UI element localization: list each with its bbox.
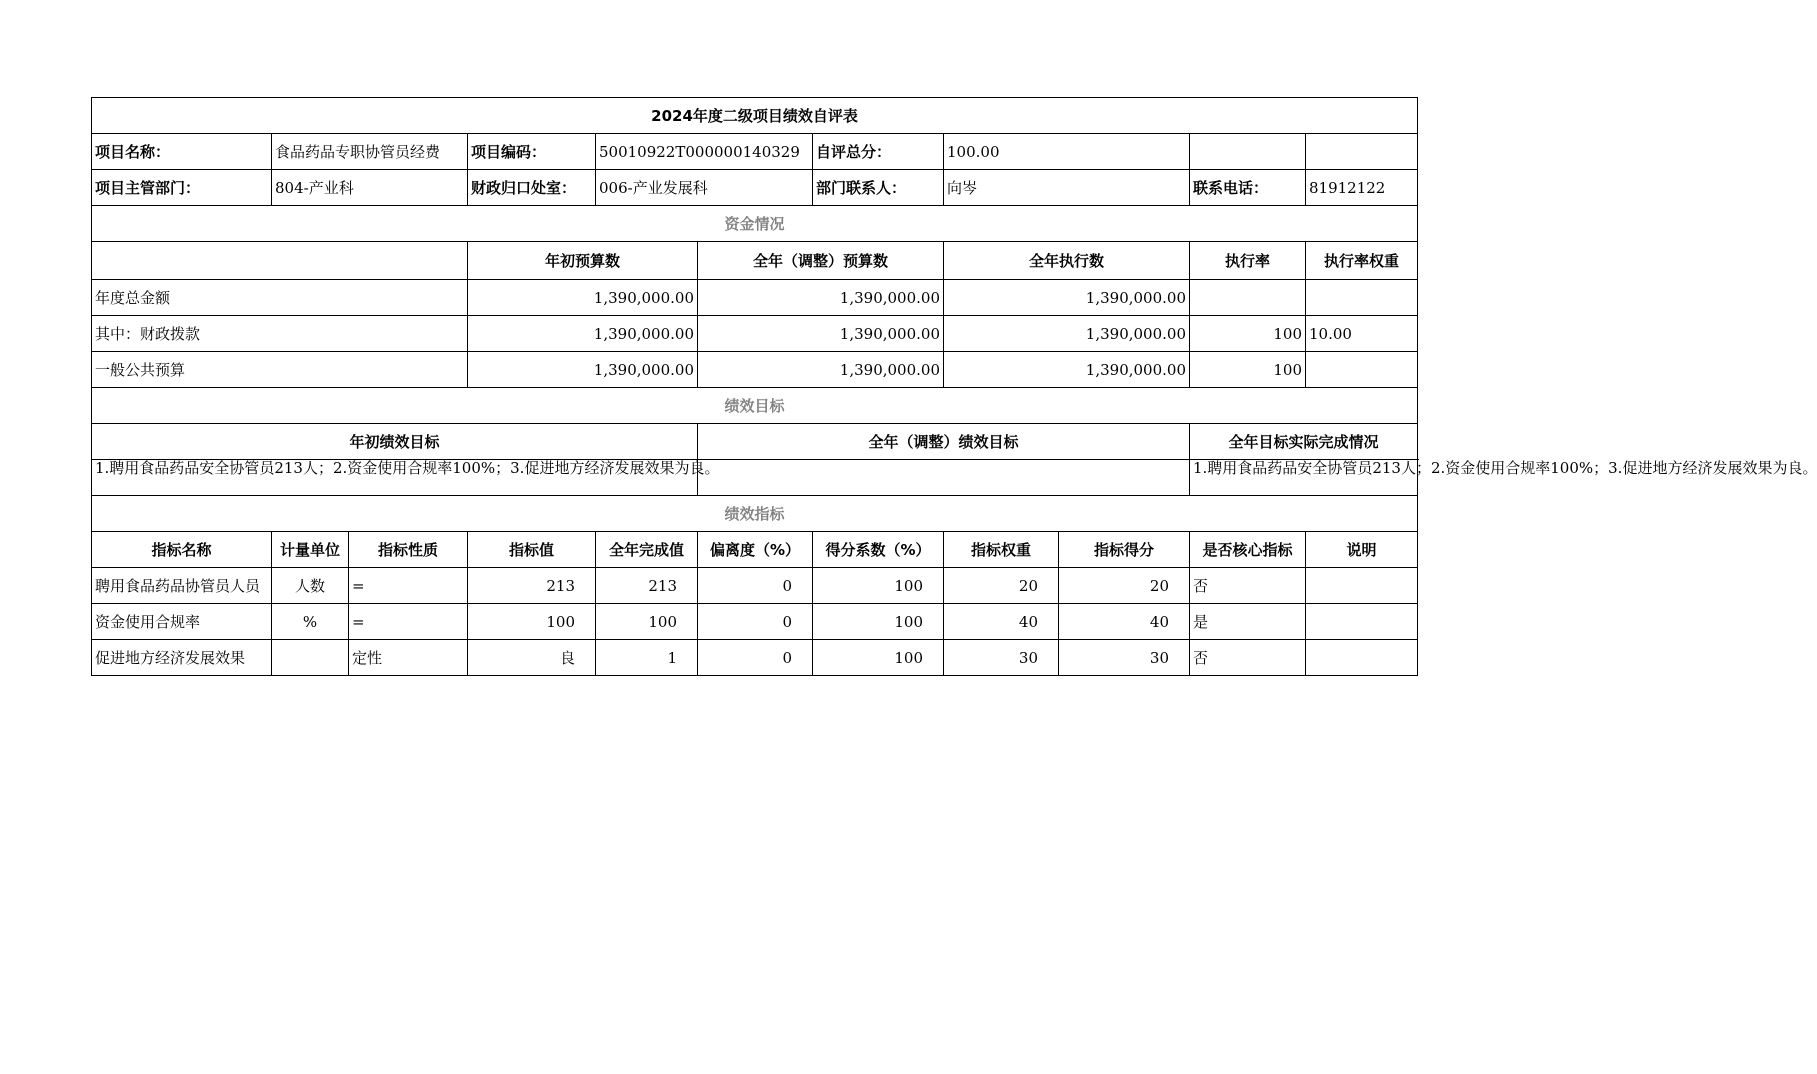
indicator-actual: 100 [596, 604, 698, 640]
funds-header-row [92, 242, 1418, 280]
fund-rate [1190, 280, 1306, 316]
indicator-weight: 30 [944, 640, 1059, 676]
indicator-name: 资金使用合规率 [92, 604, 272, 640]
header-rate-weight: 执行率权重 [1306, 242, 1418, 280]
indicator-core: 否 [1190, 568, 1306, 604]
project-code-value: 50010922T000000140329 [596, 134, 813, 170]
fund-adjusted: 1,390,000.00 [698, 316, 944, 352]
indicator-unit: 人数 [272, 568, 349, 604]
indicator-unit: % [272, 604, 349, 640]
indicator-score: 40 [1059, 604, 1190, 640]
info-row-1 [92, 134, 1418, 170]
indicator-nature: = [349, 568, 468, 604]
header-unit: 计量单位 [272, 532, 349, 568]
indicator-core: 是 [1190, 604, 1306, 640]
initial-goal-text: 1.聘用食品药品安全协管员213人；2.资金使用合规率100%；3.促进地方经济发展效果为良。 [92, 460, 698, 496]
contact-value: 向岑 [944, 170, 1190, 206]
phone-label: 联系电话： [1190, 170, 1306, 206]
project-code-label: 项目编码： [468, 134, 596, 170]
goals-content-row [92, 460, 1418, 496]
phone-value: 81912122 [1306, 170, 1418, 206]
indicator-nature: = [349, 604, 468, 640]
indicator-score: 20 [1059, 568, 1190, 604]
indicator-actual: 1 [596, 640, 698, 676]
fund-executed: 1,390,000.00 [944, 316, 1190, 352]
indicator-deviation: 0 [698, 640, 813, 676]
header-score-coef: 得分系数（%） [813, 532, 944, 568]
fund-executed: 1,390,000.00 [944, 352, 1190, 388]
fund-rate: 100 [1190, 316, 1306, 352]
header-is-core: 是否核心指标 [1190, 532, 1306, 568]
header-executed: 全年执行数 [944, 242, 1190, 280]
fund-name: 一般公共预算 [92, 352, 468, 388]
fund-executed: 1,390,000.00 [944, 280, 1190, 316]
fund-adjusted: 1,390,000.00 [698, 352, 944, 388]
header-deviation: 偏离度（%） [698, 532, 813, 568]
indicator-name: 聘用食品药品协管员人员 [92, 568, 272, 604]
empty-cell [92, 242, 468, 280]
fund-name: 年度总金额 [92, 280, 468, 316]
indicator-coef: 100 [813, 604, 944, 640]
adjusted-goal-text [698, 460, 1190, 496]
indicators-header-row [92, 532, 1418, 568]
indicator-coef: 100 [813, 568, 944, 604]
goals-header-row [92, 424, 1418, 460]
indicator-target: 213 [468, 568, 596, 604]
header-nature: 指标性质 [349, 532, 468, 568]
header-note: 说明 [1306, 532, 1418, 568]
header-initial-budget: 年初预算数 [468, 242, 698, 280]
indicator-weight: 40 [944, 604, 1059, 640]
indicator-target: 良 [468, 640, 596, 676]
actual-completion-text: 1.聘用食品药品安全协管员213人；2.资金使用合规率100%；3.促进地方经济发展效果为良。 [1190, 460, 1418, 496]
project-name-label: 项目名称： [92, 134, 272, 170]
funds-row [92, 352, 1418, 388]
funds-row [92, 316, 1418, 352]
indicator-coef: 100 [813, 640, 944, 676]
dept-label: 项目主管部门： [92, 170, 272, 206]
header-indicator-score: 指标得分 [1059, 532, 1190, 568]
fund-weight [1306, 352, 1418, 388]
info-row-2 [92, 170, 1418, 206]
header-exec-rate: 执行率 [1190, 242, 1306, 280]
page-title: 2024年度二级项目绩效自评表 [92, 98, 1418, 134]
score-value: 100.00 [944, 134, 1190, 170]
indicator-nature: 定性 [349, 640, 468, 676]
empty-cell [1190, 134, 1306, 170]
indicator-note [1306, 568, 1418, 604]
funds-section-title: 资金情况 [92, 206, 1418, 242]
contact-label: 部门联系人： [813, 170, 944, 206]
indicator-target: 100 [468, 604, 596, 640]
fund-rate: 100 [1190, 352, 1306, 388]
indicator-actual: 213 [596, 568, 698, 604]
header-indicator-name: 指标名称 [92, 532, 272, 568]
fund-initial: 1,390,000.00 [468, 352, 698, 388]
indicator-deviation: 0 [698, 568, 813, 604]
indicator-name: 促进地方经济发展效果 [92, 640, 272, 676]
header-initial-goal: 年初绩效目标 [92, 424, 698, 460]
indicator-row [92, 568, 1418, 604]
header-adjusted-budget: 全年（调整）预算数 [698, 242, 944, 280]
indicator-core: 否 [1190, 640, 1306, 676]
indicator-row [92, 640, 1418, 676]
finance-office-value: 006-产业发展科 [596, 170, 813, 206]
score-label: 自评总分： [813, 134, 944, 170]
goals-section-title: 绩效目标 [92, 388, 1418, 424]
indicator-deviation: 0 [698, 604, 813, 640]
evaluation-table [91, 97, 1817, 676]
fund-adjusted: 1,390,000.00 [698, 280, 944, 316]
funds-row [92, 280, 1418, 316]
project-name-value: 食品药品专职协管员经费 [272, 134, 468, 170]
indicator-row [92, 604, 1418, 640]
fund-weight [1306, 280, 1418, 316]
header-indicator-weight: 指标权重 [944, 532, 1059, 568]
dept-value: 804-产业科 [272, 170, 468, 206]
header-target-value: 指标值 [468, 532, 596, 568]
indicator-note [1306, 604, 1418, 640]
indicators-section-title: 绩效指标 [92, 496, 1418, 532]
fund-initial: 1,390,000.00 [468, 280, 698, 316]
fund-weight: 10.00 [1306, 316, 1418, 352]
header-actual-value: 全年完成值 [596, 532, 698, 568]
empty-cell [1306, 134, 1418, 170]
indicator-score: 30 [1059, 640, 1190, 676]
fund-name: 其中：财政拨款 [92, 316, 468, 352]
indicator-weight: 20 [944, 568, 1059, 604]
fund-initial: 1,390,000.00 [468, 316, 698, 352]
header-actual-completion: 全年目标实际完成情况 [1190, 424, 1418, 460]
evaluation-sheet [91, 97, 1817, 782]
finance-office-label: 财政归口处室： [468, 170, 596, 206]
indicator-note [1306, 640, 1418, 676]
header-adjusted-goal: 全年（调整）绩效目标 [698, 424, 1190, 460]
indicator-unit [272, 640, 349, 676]
